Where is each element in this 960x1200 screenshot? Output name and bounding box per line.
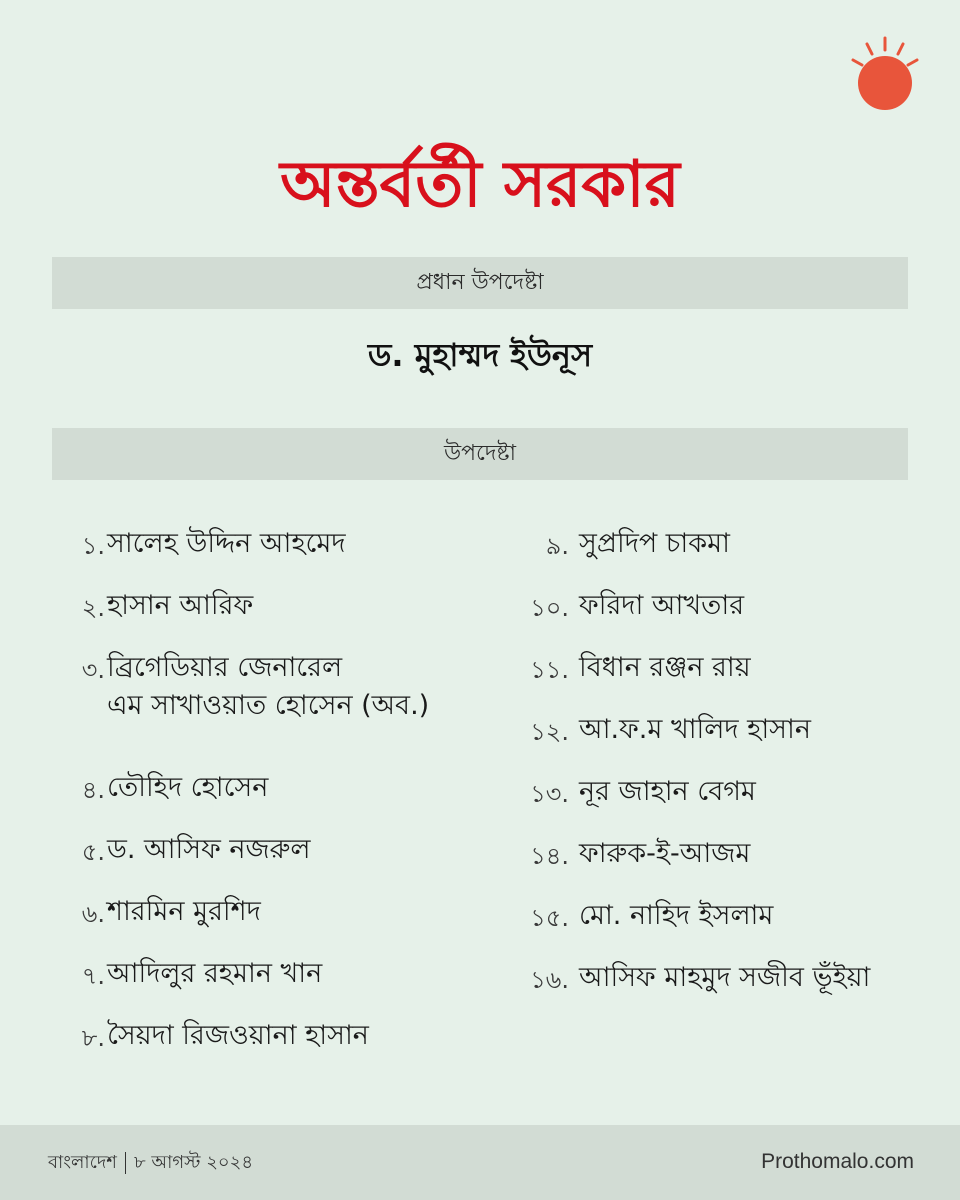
advisor-name: আ.ফ.ম খালিদ হাসান bbox=[579, 714, 811, 745]
footer-divider bbox=[125, 1152, 126, 1174]
item-number: ২. bbox=[81, 594, 105, 622]
item-number: ১৫. bbox=[530, 904, 569, 932]
page-title: অন্তর্বর্তী সরকার bbox=[280, 148, 680, 222]
footer bbox=[0, 1125, 960, 1200]
advisor-name: ব্রিগেডিয়ার জেনারেল এম সাখাওয়াত হোসেন (অব.) bbox=[107, 652, 430, 721]
footer-date: ৮ আগস্ট ২০২৪ bbox=[133, 1152, 254, 1173]
item-number: ১. bbox=[81, 532, 105, 560]
list-item bbox=[505, 835, 925, 897]
item-number: ৩. bbox=[81, 656, 105, 684]
list-item bbox=[55, 831, 485, 893]
advisor-list-left bbox=[55, 525, 485, 1079]
item-number: ৪. bbox=[81, 776, 105, 804]
chief-advisor-name: ড. মুহাম্মদ ইউনূস bbox=[367, 336, 593, 374]
item-number: ১৩. bbox=[530, 780, 569, 808]
advisor-name: তৌহিদ হোসেন bbox=[107, 772, 269, 803]
footer-site-link[interactable]: Prothomalo.com bbox=[761, 1150, 914, 1173]
advisor-name: ফারুক-ই-আজম bbox=[579, 838, 751, 869]
item-number: ১৪. bbox=[530, 842, 569, 870]
item-number: ১৬. bbox=[530, 966, 569, 994]
list-item bbox=[55, 587, 485, 649]
advisor-name: ড. আসিফ নজরুল bbox=[107, 834, 311, 865]
sun-icon bbox=[840, 30, 930, 120]
item-number: ১১. bbox=[530, 656, 569, 684]
advisor-name: সুপ্রদিপ চাকমা bbox=[579, 528, 730, 559]
advisor-name: আদিলুর রহমান খান bbox=[107, 958, 323, 989]
item-number: ৮. bbox=[81, 1024, 105, 1052]
advisor-name: ফরিদা আখতার bbox=[579, 590, 745, 621]
item-number: ১০. bbox=[530, 594, 569, 622]
advisor-name: সৈয়দা রিজওয়ানা হাসান bbox=[107, 1020, 369, 1051]
advisor-list-right bbox=[505, 525, 925, 1021]
advisor-name: মো. নাহিদ ইসলাম bbox=[579, 900, 774, 931]
advisor-name: সালেহ উদ্দিন আহমেদ bbox=[107, 528, 346, 559]
list-item bbox=[55, 893, 485, 955]
item-number: ৯. bbox=[545, 532, 569, 560]
chief-advisor-heading: প্রধান উপদেষ্টা bbox=[52, 257, 908, 309]
advisor-name: হাসান আরিফ bbox=[107, 590, 254, 621]
item-number: ৭. bbox=[81, 962, 105, 990]
item-number: ১২. bbox=[530, 718, 569, 746]
list-item bbox=[505, 897, 925, 959]
item-number: ৫. bbox=[81, 838, 105, 866]
list-item bbox=[505, 525, 925, 587]
list-item bbox=[505, 711, 925, 773]
footer-dateline bbox=[48, 1149, 253, 1177]
list-item bbox=[55, 769, 485, 831]
advisor-name: নূর জাহান বেগম bbox=[579, 776, 756, 807]
advisor-name: বিধান রঞ্জন রায় bbox=[579, 652, 751, 683]
list-item bbox=[505, 649, 925, 711]
list-item bbox=[55, 649, 485, 769]
list-item bbox=[55, 1017, 485, 1079]
footer-location: বাংলাদেশ bbox=[48, 1152, 117, 1173]
advisors-heading: উপদেষ্টা bbox=[52, 428, 908, 480]
list-item bbox=[55, 525, 485, 587]
list-item bbox=[505, 587, 925, 649]
list-item bbox=[55, 955, 485, 1017]
advisor-name: শারমিন মুরশিদ bbox=[107, 896, 261, 927]
list-item bbox=[505, 773, 925, 835]
advisor-name: আসিফ মাহমুদ সজীব ভূঁইয়া bbox=[579, 962, 871, 993]
item-number: ৬. bbox=[81, 900, 105, 928]
list-item bbox=[505, 959, 925, 1021]
